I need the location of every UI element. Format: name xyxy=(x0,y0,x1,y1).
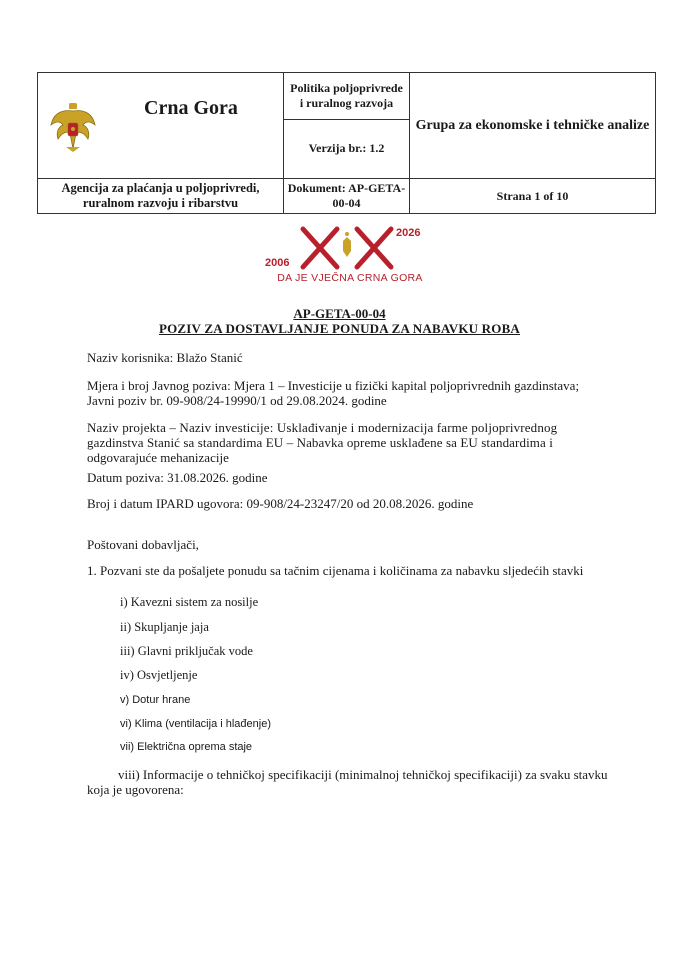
measure-line-2: Javni poziv br. 09-908/24-19990/1 od 29.08.2024. godine xyxy=(87,393,387,408)
item-8-line-2: koja je ugovorena: xyxy=(87,782,184,797)
group-name: Grupa za ekonomske i tehničke analize xyxy=(410,73,656,179)
list-item: ii) Skupljanje jaja xyxy=(120,620,209,634)
measure-line-1: Mjera i broj Javnog poziva: Mjera 1 – Investicije u fizički kapital poljoprivrednih gazdinstava; xyxy=(87,378,580,393)
ipard-contract: Broj i datum IPARD ugovora: 09-908/24-23247/20 od 20.08.2026. godine xyxy=(87,496,474,511)
list-item: iii) Glavni priključak vode xyxy=(120,644,253,658)
list-item: iv) Osvjetljenje xyxy=(120,668,198,682)
beneficiary-line: Naziv korisnika: Blažo Stanić xyxy=(87,350,243,365)
point-1: 1. Pozvani ste da pošaljete ponudu sa tačnim cijenama i količinama za nabavku sljedećih stavki xyxy=(87,563,584,578)
list-item: vii) Električna oprema staje xyxy=(120,741,253,753)
list-item: i) Kavezni sistem za nosilje xyxy=(120,595,259,609)
document-code-title: AP-GETA-00-04 xyxy=(293,306,386,321)
agency-name: Agencija za plaćanja u poljoprivredi, ruralnom razvoju i ribarstvu xyxy=(38,179,284,214)
logo-tagline: DA JE VJEČNA CRNA GORA xyxy=(277,272,423,284)
document-number: Dokument: AP-GETA-00-04 xyxy=(284,179,410,214)
document-heading: POZIV ZA DOSTAVLJANJE PONUDA ZA NABAVKU ROBA xyxy=(158,321,521,336)
jubilee-logo xyxy=(265,225,435,289)
project-line-2: gazdinstva Stanić sa standardima EU – Nabavka opreme usklađene sa EU standardima i xyxy=(87,435,553,450)
document-header-table xyxy=(37,72,656,214)
logo-year-left: 2006 xyxy=(265,257,290,269)
list-item: vi) Klima (ventilacija i hlađenje) xyxy=(120,718,272,730)
version-number: Verzija br.: 1.2 xyxy=(308,141,385,155)
project-line-3: odgovarajuće mehanizacije xyxy=(87,450,229,465)
item-8-line-1: viii) Informacije o tehničkoj specifikaciji (minimalnoj tehničkoj specifikaciji) za svaku stavku xyxy=(118,767,608,782)
policy-cell xyxy=(284,73,410,179)
country-name: Crna Gora xyxy=(144,97,238,119)
greeting: Poštovani dobavljači, xyxy=(87,537,199,552)
coat-of-arms-icon xyxy=(50,101,96,153)
call-date: Datum poziva: 31.08.2026. godine xyxy=(87,470,268,485)
policy-name: Politika poljoprivrede i ruralnog razvoja xyxy=(284,74,409,120)
logo-year-right: 2026 xyxy=(396,227,421,239)
page-counter: Strana 1 of 10 xyxy=(410,179,656,214)
project-line-1: Naziv projekta – Naziv investicije: Usklađivanje i modernizacija farme poljoprivrednog xyxy=(87,420,558,435)
country-cell xyxy=(38,73,284,179)
list-item: v) Dotur hrane xyxy=(120,694,191,706)
xx-anniversary-mark-icon xyxy=(297,225,397,271)
